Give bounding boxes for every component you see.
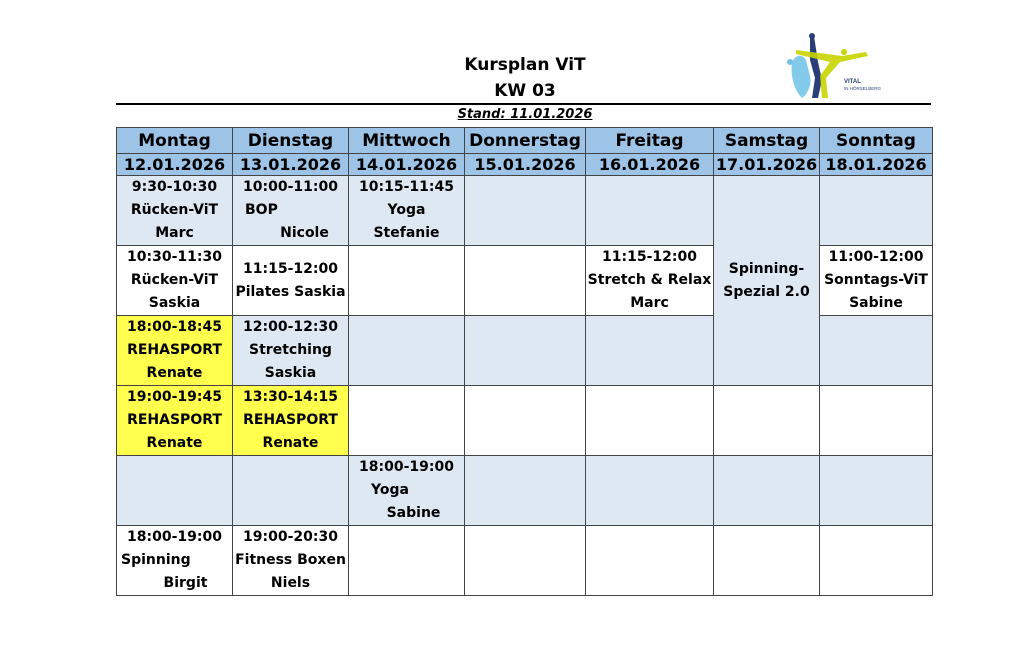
course-cell-rehasport bbox=[117, 316, 233, 386]
course-trainer: Niels bbox=[270, 575, 311, 591]
course-name: Rücken-ViT bbox=[130, 202, 219, 218]
course-time: 11:15-12:00 bbox=[243, 260, 338, 277]
empty-cell bbox=[465, 526, 586, 596]
course-trainer: Stefanie bbox=[373, 225, 440, 241]
course-name: Fitness Boxen bbox=[235, 552, 346, 568]
date-friday: 16.01.2026 bbox=[586, 154, 714, 176]
course-trainer: Saskia bbox=[264, 365, 317, 381]
week-label: KW 03 bbox=[494, 81, 556, 101]
course-time: 11:00-12:00 bbox=[828, 249, 924, 265]
empty-cell bbox=[586, 176, 714, 246]
course-name: Stretching bbox=[249, 342, 332, 358]
course-cell bbox=[117, 526, 233, 596]
empty-cell bbox=[820, 386, 933, 456]
date-tuesday: 13.01.2026 bbox=[233, 154, 349, 176]
course-name: BOP bbox=[245, 202, 278, 218]
course-name: Sonntags-ViT bbox=[824, 272, 928, 288]
day-header-friday: Freitag bbox=[586, 128, 714, 154]
stand-date: Stand: 11.01.2026 bbox=[457, 107, 593, 122]
date-saturday: 17.01.2026 bbox=[714, 154, 820, 176]
empty-cell bbox=[349, 386, 465, 456]
empty-cell bbox=[465, 386, 586, 456]
course-name: Spinning bbox=[121, 552, 191, 568]
empty-cell bbox=[714, 456, 820, 526]
course-trainer: Renate bbox=[146, 365, 203, 381]
empty-cell bbox=[586, 456, 714, 526]
empty-cell bbox=[349, 246, 465, 316]
day-header-saturday: Samstag bbox=[714, 128, 820, 154]
course-time: 13:30-14:15 bbox=[243, 389, 338, 405]
empty-cell bbox=[465, 176, 586, 246]
plan-title: Kursplan ViT bbox=[464, 55, 586, 75]
course-time: 18:00-19:00 bbox=[359, 459, 454, 475]
empty-cell bbox=[233, 456, 349, 526]
empty-cell bbox=[586, 386, 714, 456]
course-time: 12:00-12:30 bbox=[243, 319, 338, 335]
course-time: 19:00-19:45 bbox=[127, 389, 222, 405]
course-cell bbox=[586, 246, 714, 316]
empty-cell bbox=[820, 526, 933, 596]
course-trainer: Sabine bbox=[849, 295, 903, 311]
day-header-wednesday: Mittwoch bbox=[349, 128, 465, 154]
course-cell-saturday bbox=[714, 176, 820, 386]
course-time: 18:00-18:45 bbox=[127, 319, 222, 335]
course-name-line2: Spezial 2.0 bbox=[723, 283, 810, 300]
course-trainer: Renate bbox=[146, 435, 203, 451]
course-time: 10:30-11:30 bbox=[127, 249, 222, 265]
course-cell bbox=[349, 176, 465, 246]
course-time: 18:00-19:00 bbox=[127, 529, 222, 545]
date-monday: 12.01.2026 bbox=[117, 154, 233, 176]
course-trainer: Birgit bbox=[163, 575, 208, 591]
course-name: REHASPORT bbox=[127, 412, 222, 428]
course-name: Rücken-ViT bbox=[130, 272, 219, 288]
course-name: Pilates Saskia bbox=[235, 283, 346, 300]
course-cell bbox=[117, 176, 233, 246]
empty-cell bbox=[465, 316, 586, 386]
empty-cell bbox=[465, 456, 586, 526]
course-trainer: Saskia bbox=[148, 295, 201, 311]
course-cell bbox=[233, 316, 349, 386]
course-time: 9:30-10:30 bbox=[131, 179, 218, 195]
empty-cell bbox=[820, 316, 933, 386]
day-header-monday: Montag bbox=[117, 128, 233, 154]
date-sunday: 18.01.2026 bbox=[820, 154, 933, 176]
empty-cell bbox=[465, 246, 586, 316]
empty-cell bbox=[349, 316, 465, 386]
course-cell bbox=[233, 526, 349, 596]
empty-cell bbox=[714, 526, 820, 596]
course-cell-rehasport bbox=[117, 386, 233, 456]
empty-cell bbox=[820, 176, 933, 246]
logo-text-subtitle: IN HÖRSELBERG bbox=[844, 86, 882, 91]
day-header-sunday: Sonntag bbox=[820, 128, 933, 154]
course-cell bbox=[820, 246, 933, 316]
course-name: REHASPORT bbox=[243, 412, 338, 428]
course-schedule-table bbox=[116, 127, 933, 596]
course-name: Yoga bbox=[387, 202, 426, 218]
empty-cell bbox=[820, 456, 933, 526]
course-trainer: Nicole bbox=[280, 225, 329, 241]
course-trainer: Renate bbox=[262, 435, 319, 451]
course-time: 10:00-11:00 bbox=[243, 179, 338, 195]
day-header-tuesday: Dienstag bbox=[233, 128, 349, 154]
course-cell bbox=[233, 176, 349, 246]
course-name: REHASPORT bbox=[127, 342, 222, 358]
course-time: 19:00-20:30 bbox=[243, 529, 338, 545]
logo-text-vital: VITAL bbox=[844, 79, 861, 85]
empty-cell bbox=[117, 456, 233, 526]
course-time: 11:15-12:00 bbox=[602, 249, 697, 265]
course-cell-rehasport bbox=[233, 386, 349, 456]
empty-cell bbox=[586, 526, 714, 596]
empty-cell bbox=[349, 526, 465, 596]
empty-cell bbox=[714, 386, 820, 456]
course-name-line1: Spinning- bbox=[728, 260, 805, 277]
course-name: Stretch & Relax bbox=[587, 272, 712, 288]
course-cell bbox=[349, 456, 465, 526]
date-wednesday: 14.01.2026 bbox=[349, 154, 465, 176]
day-header-thursday: Donnerstag bbox=[465, 128, 586, 154]
course-trainer: Marc bbox=[630, 295, 669, 311]
course-cell bbox=[117, 246, 233, 316]
course-name: Yoga bbox=[371, 482, 409, 498]
vit-logo bbox=[782, 32, 890, 104]
course-cell bbox=[233, 246, 349, 316]
empty-cell bbox=[586, 316, 714, 386]
course-trainer: Sabine bbox=[386, 505, 441, 521]
course-trainer: Marc bbox=[155, 225, 194, 241]
date-thursday: 15.01.2026 bbox=[465, 154, 586, 176]
course-time: 10:15-11:45 bbox=[359, 179, 454, 195]
